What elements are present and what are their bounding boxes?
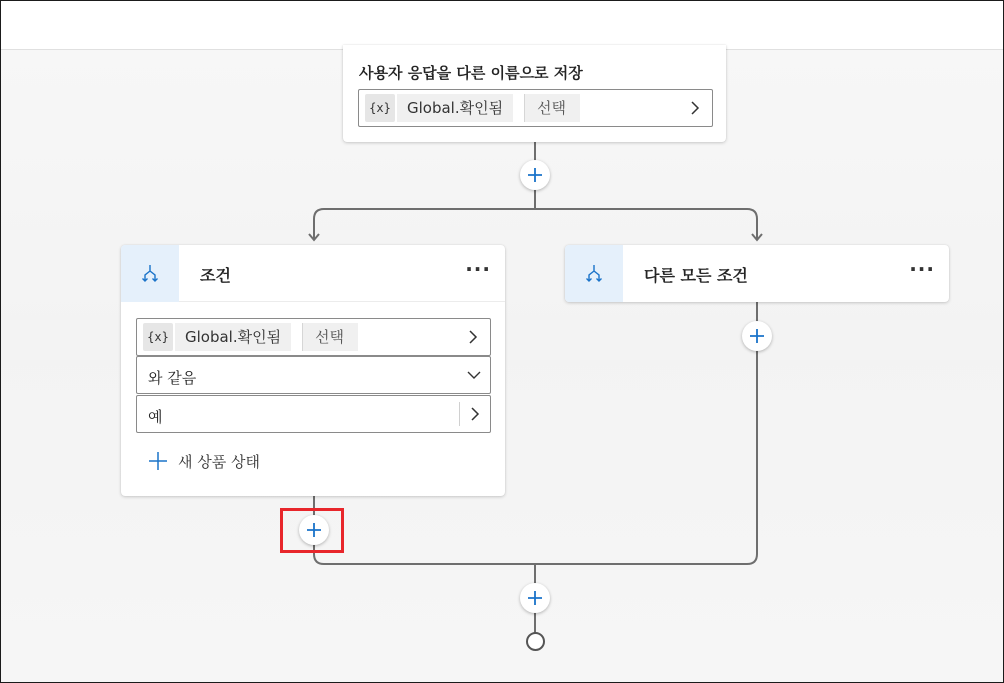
add-node-button-top[interactable]: [520, 160, 550, 190]
chevron-down-icon[interactable]: [466, 370, 482, 380]
other-conditions-card[interactable]: [565, 245, 949, 302]
add-node-button-other[interactable]: [742, 321, 772, 351]
connector-left-branch: [314, 209, 535, 239]
value-text: 예: [148, 408, 163, 426]
add-condition-label: 새 상품 상태: [178, 452, 260, 471]
highlight-box: [280, 508, 344, 553]
variable-name: Global.확인됨: [175, 323, 291, 351]
branch-icon: [565, 245, 623, 302]
more-options-icon[interactable]: ···: [909, 257, 935, 281]
variable-select[interactable]: 선택: [524, 94, 580, 122]
condition-header: [121, 245, 505, 302]
variable-icon: {x}: [143, 323, 173, 351]
add-icon: [148, 451, 168, 471]
value-divider: [459, 402, 460, 426]
plus-icon: [527, 167, 543, 183]
other-conditions-header: [565, 245, 949, 302]
condition-variable-picker[interactable]: [136, 318, 491, 356]
value-input[interactable]: [136, 395, 491, 433]
plus-icon: [527, 590, 543, 606]
other-conditions-title: 다른 모든 조건: [644, 266, 748, 285]
save-variable-picker[interactable]: [358, 89, 713, 127]
connector-right-branch: [535, 209, 757, 239]
variable-select[interactable]: 선택: [302, 323, 358, 351]
chevron-right-icon[interactable]: [688, 100, 702, 116]
condition-title: 조건: [200, 266, 231, 285]
chevron-right-icon[interactable]: [468, 406, 482, 422]
add-node-button-bottom[interactable]: [520, 583, 550, 613]
more-options-icon[interactable]: ···: [465, 257, 491, 281]
variable-icon: {x}: [365, 94, 395, 122]
add-condition-button[interactable]: [148, 449, 260, 473]
variable-name: Global.확인됨: [397, 94, 513, 122]
end-node: [526, 632, 545, 651]
condition-card[interactable]: [121, 245, 505, 496]
operator-value: 와 같음: [148, 369, 197, 387]
plus-icon: [749, 328, 765, 344]
save-response-title: 사용자 응답을 다른 이름으로 저장: [359, 64, 583, 82]
chevron-right-icon[interactable]: [466, 329, 480, 345]
branch-icon: [121, 245, 179, 302]
save-response-card[interactable]: [343, 45, 726, 142]
operator-dropdown[interactable]: [136, 356, 491, 394]
